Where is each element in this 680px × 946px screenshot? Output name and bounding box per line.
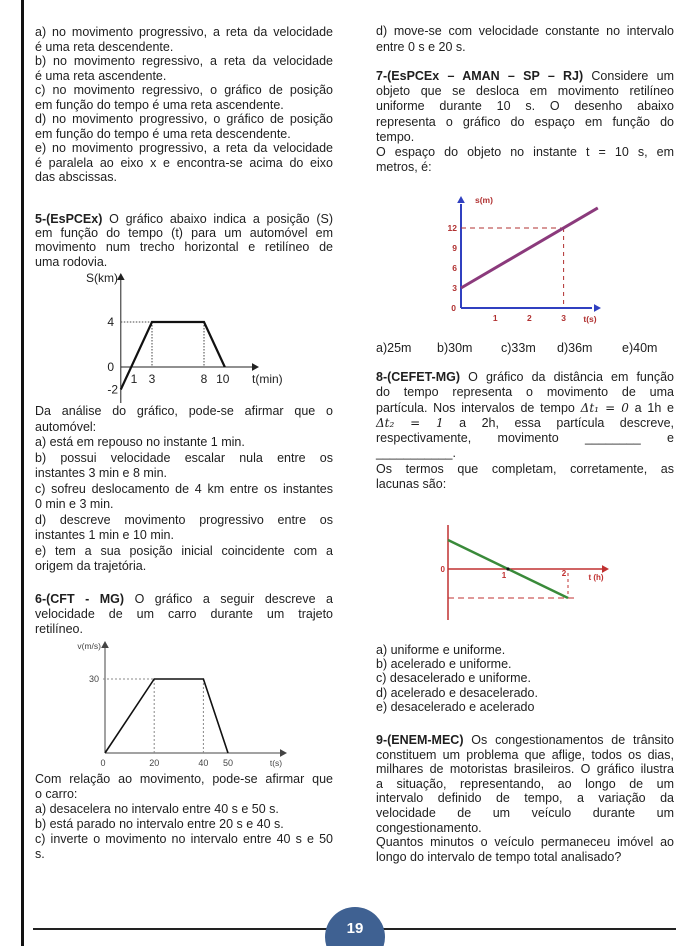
text-line: lacunas são:: [376, 477, 447, 492]
text-line: b) possui velocidade escalar nula entre os: [35, 450, 333, 465]
y-tick-label: 30: [88, 673, 99, 684]
x-tick-label: 3: [561, 313, 566, 323]
text-line: é paralela ao eixo x e encontra-se acima do eixo: [35, 155, 333, 170]
y-tick-label: 0: [107, 360, 114, 374]
text-line: milhares de motoristas brasileiros. O gráfico ilustra: [376, 762, 674, 777]
y-axis-arrow: [101, 641, 109, 648]
text-run: partícula. Nos intervalos de tempo: [376, 400, 581, 415]
text-run: Considere um: [583, 69, 674, 83]
position-line: [461, 208, 598, 288]
text-line: tempo.: [376, 129, 415, 144]
x-axis-arrow: [280, 749, 287, 757]
text-line: d) no movimento progressivo, o gráfico de posição: [35, 112, 333, 126]
x-axis-arrow: [594, 304, 601, 312]
text-line: uniforme durante 10 s. O desenho abaixo: [376, 99, 674, 114]
text-line: em função do tempo é uma reta ascendente.: [35, 97, 284, 112]
velocity-line: [105, 679, 228, 753]
answer-d: d)36m: [557, 341, 593, 355]
text-line: c) inverte o movimento no intervalo entre 40 s e 50: [35, 832, 333, 846]
question-source-label: 5-(EsPCEx): [35, 212, 103, 226]
text-line: d) acelerado e desacelerado.: [376, 685, 538, 700]
text-line: movimento num trecho horizontal e retilíneo de: [35, 240, 333, 255]
x-axis-arrow: [252, 363, 259, 371]
text-line: constituem um problema que aflige, todos os dias,: [376, 747, 674, 762]
text-line: representa o gráfico do espaço em função do: [376, 114, 674, 129]
x-tick-label: 3: [148, 372, 156, 386]
text-line: entre 0 s e 20 s.: [376, 39, 466, 54]
text-line: metros, é:: [376, 160, 432, 175]
text-run: O gráfico a seguir descreve a: [124, 592, 334, 606]
page-number: 19: [346, 920, 364, 937]
text-line: O espaço do objeto no instante t = 10 s, em: [376, 145, 674, 160]
question-source-label: 9-(ENEM-MEC): [376, 733, 464, 747]
y-axis-label: s(m): [475, 195, 493, 205]
y-axis-label: v(m/s): [77, 641, 101, 651]
text-line: intervalo definido de tempo, a variação da: [376, 791, 674, 806]
text-line: e) desacelerado e acelerado: [376, 699, 535, 714]
text-line: c) no movimento regressivo, o gráfico de posição: [35, 83, 333, 97]
x-tick-label: 2: [527, 313, 532, 323]
x-tick-label: 50: [222, 758, 234, 768]
text-line: congestionamento.: [376, 820, 482, 835]
x-tick-label: 1: [492, 313, 498, 323]
y-tick-label: -2: [107, 382, 118, 397]
x-tick-label: 0: [100, 758, 106, 768]
y-tick-label: 0: [451, 303, 456, 313]
text-line: a) está em repouso no instante 1 min.: [35, 435, 245, 449]
text-line: ___________.: [376, 446, 456, 461]
text-line: é uma reta ascendente.: [35, 68, 167, 83]
text-line: b) está parado no intervalo entre 20 s e 40 s.: [35, 817, 284, 831]
answer-a: a)25m: [376, 341, 412, 355]
x-tick-label: 20: [149, 758, 160, 768]
x-tick-label: 1: [130, 372, 138, 386]
text-line: e) no movimento progressivo, a reta da velocidade: [35, 141, 333, 155]
text-run: a 1h e: [628, 400, 674, 415]
y-tick-label: 12: [447, 222, 457, 233]
text-run: O gráfico abaixo indica a posição (S): [102, 212, 333, 226]
text-line: a) no movimento progressivo, a reta da velocidade: [35, 25, 333, 39]
text-line: instantes 3 min e 8 min.: [35, 466, 168, 480]
crossing-point: [506, 567, 509, 570]
x-tick-label: 1: [501, 571, 507, 580]
text-line: em função do tempo (t) para um automóvel em: [35, 226, 333, 241]
text-line: origem da trajetória.: [35, 559, 147, 573]
y-axis-arrow: [457, 196, 465, 203]
text-line: Com relação ao movimento, pode-se afirmar que: [35, 772, 333, 786]
text-line: s.: [35, 847, 45, 861]
x-tick-label: 8: [200, 372, 208, 386]
text-line: Da análise do gráfico, pode-se afirmar que o: [35, 404, 333, 418]
text-line: c) desacelerado e uniforme.: [376, 671, 531, 686]
text-line: d) move-se com velocidade constante no intervalo: [376, 24, 674, 38]
text-line: a situação, representando, ao longo de um: [376, 776, 674, 791]
text-line: 0 min e 3 min.: [35, 497, 114, 511]
math-expression: Δt₁ = 0: [580, 400, 629, 415]
text-line: do tempo representa o movimento de uma: [376, 385, 674, 400]
text-line: é uma reta descendente.: [35, 39, 174, 54]
y-tick-label: 0: [440, 565, 445, 574]
answer-c: c)33m: [501, 341, 536, 355]
question-source-label: 8-(CEFET-MG): [376, 370, 461, 384]
text-line: respectivamente, movimento ________ e: [376, 431, 674, 446]
text-line: das abscissas.: [35, 170, 117, 184]
text-line: Os termos que completam, corretamente, as: [376, 461, 674, 476]
y-tick-label: 3: [452, 282, 457, 293]
y-tick-label: 6: [452, 262, 457, 273]
text-line: longo do intervalo de tempo total analisado?: [376, 849, 622, 864]
text-line: e) tem a sua posição inicial coincidente com a: [35, 543, 333, 558]
text-line: Quantos minutos o veículo permaneceu imóvel ao: [376, 835, 674, 850]
text-run: a 2h, essa partícula descreve,: [443, 415, 675, 430]
x-tick-label: 2: [561, 569, 567, 578]
text-line: velocidade de um carro durante um trajeto: [35, 607, 333, 621]
text-line: automóvel:: [35, 419, 97, 434]
text-line: c) sofreu deslocamento de 4 km entre os instantes: [35, 481, 333, 496]
x-axis-label: t(min): [252, 372, 283, 386]
y-tick-label: 9: [452, 242, 457, 253]
text-line: d) descreve movimento progressivo entre os: [35, 512, 333, 527]
text-line: objeto que se desloca em movimento retilíneo: [376, 84, 674, 99]
text-run: O gráfico da distância em função: [460, 370, 674, 384]
text-line: a) uniforme e uniforme.: [376, 643, 506, 657]
text-line: instantes 1 min e 10 min.: [35, 528, 174, 542]
x-tick-label: 10: [216, 372, 230, 386]
text-line: b) acelerado e uniforme.: [376, 657, 512, 672]
x-axis-label: t (h): [588, 573, 604, 582]
y-axis-label: S(km): [86, 271, 118, 285]
y-axis-arrow: [117, 273, 125, 280]
x-axis-label: t(s): [269, 758, 283, 768]
y-tick-label: 4: [107, 315, 114, 329]
text-line: em função do tempo é uma reta descendente.: [35, 126, 291, 141]
text-line: velocidade de um veículo durante um: [376, 805, 674, 820]
text-line: b) no movimento regressivo, a reta da velocidade: [35, 54, 333, 68]
x-axis-label: t(s): [583, 314, 597, 324]
text-line: o carro:: [35, 787, 78, 801]
text-line: uma rodovia.: [35, 254, 108, 269]
text-line: a) desacelera no intervalo entre 40 s e 50 s.: [35, 802, 279, 816]
question-source-label: 6-(CFT - MG): [35, 592, 125, 606]
math-expression: Δt₂ = 1: [376, 415, 444, 430]
text-line: retilíneo.: [35, 622, 83, 636]
text-run: Os congestionamentos de trânsito: [463, 733, 674, 747]
answer-e: e)40m: [622, 341, 658, 355]
question-source-label: 7-(EsPCEx – AMAN – SP – RJ): [376, 69, 584, 83]
answer-b: b)30m: [437, 341, 473, 355]
x-axis-arrow: [602, 565, 609, 573]
x-tick-label: 40: [198, 758, 209, 768]
